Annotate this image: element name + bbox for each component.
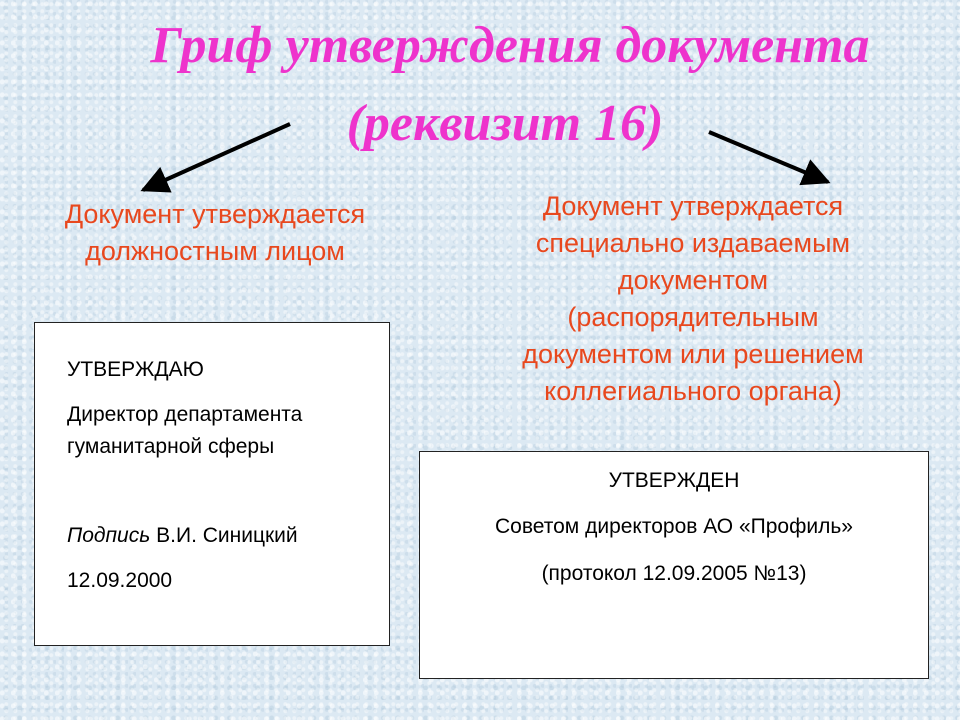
document-approval-example	[419, 451, 929, 679]
right-heading-line: специально издаваемым	[535, 228, 851, 258]
left-heading	[25, 196, 405, 270]
approving-body: Советом директоров АО «Профиль»	[495, 515, 853, 538]
slide-title-line2: (реквизит 16)	[346, 95, 664, 152]
signature-label: Подпись	[67, 524, 151, 547]
approved-stamp-text: УТВЕРЖДЕН	[608, 469, 740, 492]
arrow-right	[709, 132, 828, 182]
slide-title-line1: Гриф утверждения документа	[150, 17, 870, 74]
right-heading	[468, 188, 918, 410]
approve-stamp-text: УТВЕРЖДАЮ	[67, 358, 204, 381]
protocol-reference: (протокол 12.09.2005 №13)	[541, 562, 807, 585]
left-heading-line: Документ утверждается	[64, 199, 366, 229]
official-approval-example	[34, 322, 390, 646]
right-heading-line: (распорядительным	[567, 302, 819, 332]
arrow-left	[143, 124, 290, 190]
right-heading-line: документом	[617, 265, 769, 295]
signature-line	[67, 521, 298, 551]
signer-name: В.И. Синицкий	[150, 524, 298, 547]
right-heading-line: коллегиального органа)	[544, 376, 842, 406]
official-position-line: Директор департамента	[67, 403, 303, 426]
right-heading-line: Документ утверждается	[542, 191, 844, 221]
left-heading-line: должностным лицом	[85, 236, 345, 266]
right-heading-line: документом или решением	[522, 339, 864, 369]
approval-date: 12.09.2000	[67, 569, 173, 592]
official-position-line: гуманитарной сферы	[67, 435, 275, 458]
